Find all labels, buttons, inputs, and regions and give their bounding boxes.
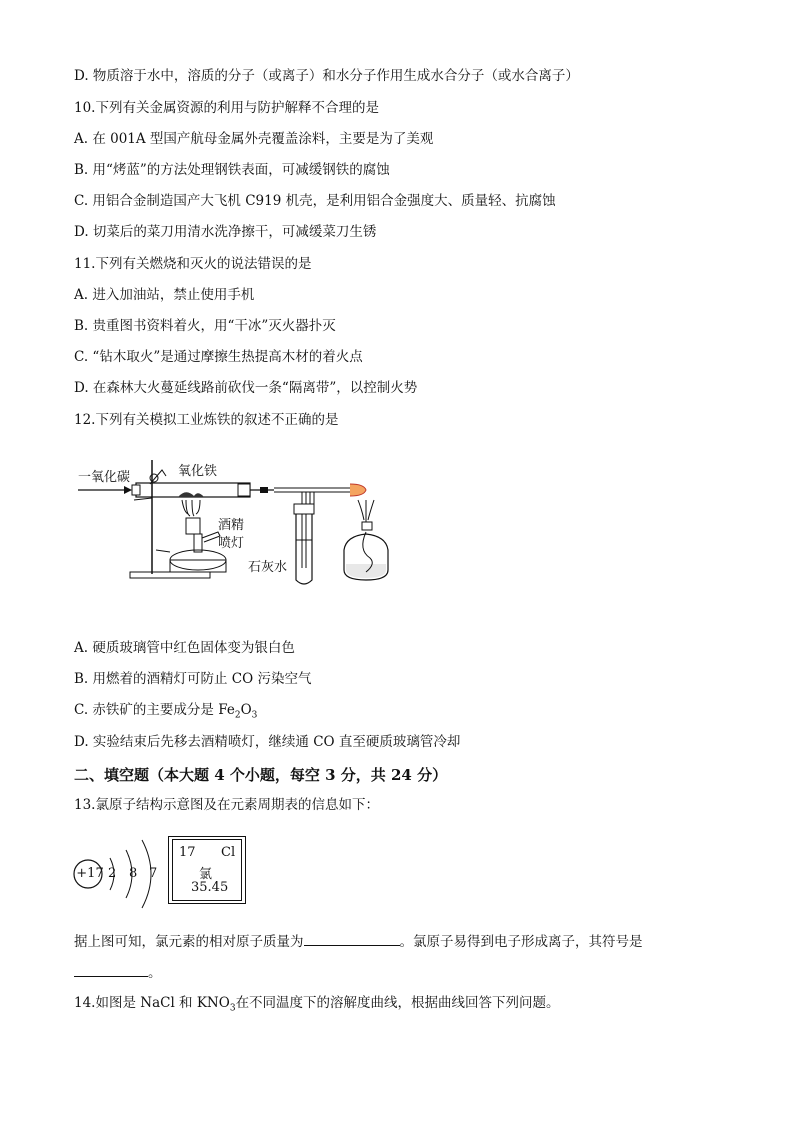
limewater-label: 石灰水 xyxy=(248,560,288,575)
element-name: 氯 xyxy=(199,867,213,882)
atomic-number: 17 xyxy=(179,845,196,860)
q12-option-d: D. 实验结束后先移去酒精喷灯，继续通 CO 直至硬质玻璃管冷却 xyxy=(74,734,461,750)
nucleus-charge: +17 xyxy=(76,866,104,881)
lamp-label-2: 喷灯 xyxy=(218,536,245,551)
q13-fill-line-2: 。 xyxy=(74,962,162,982)
q12-option-a: A. 硬质玻璃管中红色固体变为银白色 xyxy=(74,640,295,656)
q10-option-a: A. 在 001A 型国产航母金属外壳覆盖涂料，主要是为了美观 xyxy=(74,131,434,147)
iron-oxide-label: 氧化铁 xyxy=(178,464,218,479)
lamp-label-1: 酒精 xyxy=(218,518,245,533)
q10-option-b: B. 用“烤蓝”的方法处理钢铁表面，可减缓钢铁的腐蚀 xyxy=(74,162,390,178)
element-symbol: Cl xyxy=(221,845,236,860)
q11-option-d: D. 在森林大火蔓延线路前砍伐一条“隔离带”，以控制火势 xyxy=(74,380,418,396)
periodic-table-cell xyxy=(168,836,246,904)
question-11: 11.下列有关燃烧和灭火的说法错误的是 xyxy=(74,256,312,272)
option-d-q9: D. 物质溶于水中，溶质的分子（或离子）和水分子作用生成水合分子（或水合离子） xyxy=(74,68,579,84)
q12-option-b: B. 用燃着的酒精灯可防止 CO 污染空气 xyxy=(74,671,312,687)
shell-1-electrons: 2 xyxy=(108,866,117,881)
atomic-mass: 35.45 xyxy=(191,880,229,895)
q11-option-b: B. 贵重图书资料着火，用“干冰”灭火器扑灭 xyxy=(74,318,336,334)
q11-option-a: A. 进入加油站，禁止使用手机 xyxy=(74,287,255,303)
blank-2[interactable] xyxy=(74,962,148,977)
question-14: 14.如图是 NaCl 和 $KNO_3$在不同温度下的溶解度曲线，根据曲线回答下列问题。 xyxy=(74,995,560,1014)
question-12: 12.下列有关模拟工业炼铁的叙述不正确的是 xyxy=(74,412,339,428)
blank-1[interactable] xyxy=(304,931,400,946)
q10-option-d: D. 切菜后的菜刀用清水洗净擦干，可减缓菜刀生锈 xyxy=(74,224,377,240)
shell-3-electrons: 7 xyxy=(149,866,158,881)
question-10: 10.下列有关金属资源的利用与防护解释不合理的是 xyxy=(74,100,379,116)
question-13: 13.氯原子结构示意图及在元素周期表的信息如下： xyxy=(74,797,379,813)
q12-option-c: C. 赤铁矿的主要成分是 $Fe_2O_3$ xyxy=(74,702,258,721)
co-label: 一氧化碳 xyxy=(78,470,131,485)
q11-option-c: C. “钻木取火”是通过摩擦生热提高木材的着火点 xyxy=(74,349,363,365)
section-2-heading: 二、填空题（本大题 4 个小题，每空 3 分，共 24 分） xyxy=(74,766,448,784)
q10-option-c: C. 用铝合金制造国产大飞机 C919 机壳，是利用铝合金强度大、质量轻、抗腐蚀 xyxy=(74,193,556,209)
q13-fill-line: 据上图可知，氯元素的相对原子质量为 。氯原子易得到电子形成离子，其符号是 xyxy=(74,931,643,951)
shell-2-electrons: 8 xyxy=(129,866,138,881)
